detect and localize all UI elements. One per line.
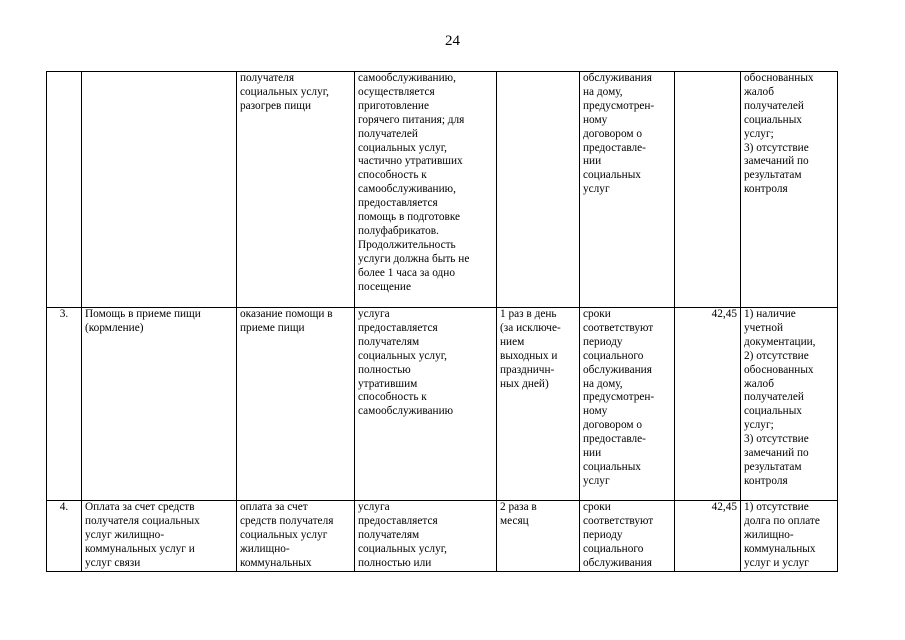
service-content-cell: оплата за счет средств получателя социальных услуг жилищно- коммунальных [237, 501, 355, 572]
page-number: 24 [445, 33, 460, 49]
terms-cell: сроки соответствуют периоду социального обслуживания на дому, предусмотрен- ному договором о предоставле- нии социальных услуг [580, 308, 675, 501]
service-name-cell: Оплата за счет средств получателя социальных услуг жилищно- коммунальных услуг и услуг связи [82, 501, 237, 572]
price-cell: 42,45 [675, 308, 741, 501]
quality-cell: обоснованных жалоб получателей социальных услуг; 3) отсутствие замечаний по результатам контроля [741, 72, 838, 308]
service-description-cell: услуга предоставляется получателям социальных услуг, полностью утратившим способность к самообслуживанию [355, 308, 497, 501]
price-cell [675, 72, 741, 308]
frequency-cell: 1 раз в день (за исключе- нием выходных и праздничн- ных дней) [497, 308, 580, 501]
services-table [46, 71, 838, 572]
service-content-cell: оказание помощи в приеме пищи [237, 308, 355, 501]
row-number-cell [47, 72, 82, 308]
service-name-cell: Помощь в приеме пищи (кормление) [82, 308, 237, 501]
quality-cell: 1) отсутствие долга по оплате жилищно- коммунальных услуг и услуг [741, 501, 838, 572]
service-content-cell: получателя социальных услуг, разогрев пищи [237, 72, 355, 308]
table-row [47, 72, 838, 308]
terms-cell: обслуживания на дому, предусмотрен- ному договором о предоставле- нии социальных услуг [580, 72, 675, 308]
service-description-cell: самообслуживанию, осуществляется приготовление горячего питания; для получателей социальных услуг, частично утративших способность к самообслуживанию, предоставляется помощь в подготовке полуфабрикатов. Продолжительность услуги должна быть не более 1 часа за одно посещение [355, 72, 497, 308]
terms-cell: сроки соответствуют периоду социального обслуживания [580, 501, 675, 572]
frequency-cell: 2 раза в месяц [497, 501, 580, 572]
service-description-cell: услуга предоставляется получателям социальных услуг, полностью или [355, 501, 497, 572]
frequency-cell [497, 72, 580, 308]
price-cell: 42,45 [675, 501, 741, 572]
table-row [47, 501, 838, 572]
row-number-cell: 3. [47, 308, 82, 501]
quality-cell: 1) наличие учетной документации, 2) отсутствие обоснованных жалоб получателей социальных услуг; 3) отсутствие замечаний по результатам контроля [741, 308, 838, 501]
row-number-cell: 4. [47, 501, 82, 572]
table-row [47, 308, 838, 501]
service-name-cell [82, 72, 237, 308]
